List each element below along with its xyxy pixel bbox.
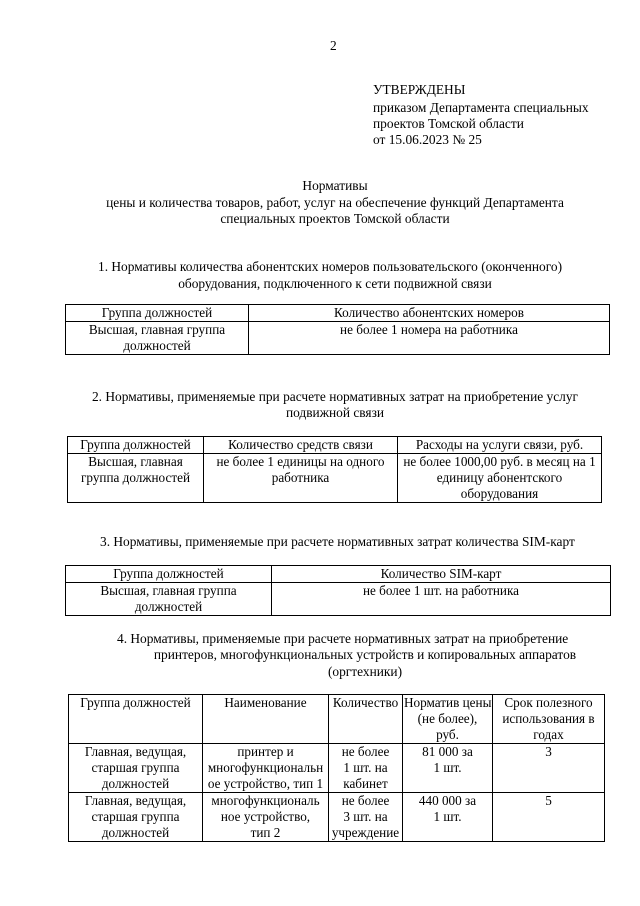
table-header-row <box>68 437 602 454</box>
table-row <box>66 322 610 355</box>
table-cell <box>329 793 403 842</box>
table-header-row <box>66 305 610 322</box>
table-row <box>66 583 611 616</box>
section-2-heading-line-1: 2. Нормативы, применяемые при расчете нормативных затрат на приобретение услуг <box>91 389 579 404</box>
cell-line: многофункциональ <box>211 793 320 808</box>
approval-block <box>373 82 589 148</box>
table-cell <box>398 454 602 503</box>
cell-line: не более 1000,00 руб. в месяц на 1 <box>403 454 596 469</box>
table-cell <box>203 793 329 842</box>
approval-line-3: от 15.06.2023 № 25 <box>373 132 482 147</box>
cell-line: (не более), <box>417 711 478 726</box>
cell-line: учреждение <box>331 825 400 840</box>
section-2-table <box>67 436 602 503</box>
section-4-heading-line-1: 4. Нормативы, применяемые при расчете нормативных затрат на приобретение <box>117 631 569 646</box>
section-2-heading-line-2: подвижной связи <box>285 405 385 420</box>
table-cell <box>204 454 398 503</box>
table-cell: не более 1 номера на работника <box>249 322 610 355</box>
section-4-table <box>68 694 605 842</box>
cell-line: Норматив цены <box>404 695 492 710</box>
title-line-2: цены и количества товаров, работ, услуг на обеспечение функций Департамента <box>106 195 564 210</box>
table-header-cell: Количество абонентских номеров <box>249 305 610 322</box>
cell-line: 440 000 за <box>418 793 477 808</box>
cell-line: должностей <box>134 599 203 614</box>
cell-line: тип 2 <box>250 825 281 840</box>
table-row <box>69 793 605 842</box>
cell-line: принтер и <box>237 744 294 759</box>
section-4-heading-line-2: принтеров, многофункциональных устройств и копировальных аппаратов <box>153 647 577 662</box>
table-cell <box>403 793 493 842</box>
title-line-3: специальных проектов Томской области <box>220 211 450 226</box>
section-1-heading-line-2: оборудования, подключенного к сети подвижной связи <box>178 276 492 291</box>
cell-line: старшая группа <box>91 809 180 824</box>
cell-line: группа должностей <box>80 470 191 485</box>
table-cell: не более 1 шт. на работника <box>272 583 611 616</box>
cell-line: 81 000 за <box>422 744 473 759</box>
table-header-cell: Расходы на услуги связи, руб. <box>398 437 602 454</box>
table-cell <box>68 454 204 503</box>
cell-line: Срок полезного <box>504 695 593 710</box>
page-number: 2 <box>330 38 337 53</box>
approval-line-1: приказом Департамента специальных <box>373 100 589 115</box>
table-cell <box>66 583 272 616</box>
cell-line: Высшая, главная группа <box>88 322 226 337</box>
cell-line: Высшая, главная группа <box>100 583 237 598</box>
approval-line-2: проектов Томской области <box>373 116 524 131</box>
cell-line: кабинет <box>343 776 388 791</box>
section-1-table <box>65 304 610 355</box>
cell-line: Главная, ведущая, <box>84 744 187 759</box>
cell-line: не более 1 единицы на одного <box>216 454 385 469</box>
cell-line: 1 шт. <box>433 760 462 775</box>
cell-line: 3 шт. на <box>343 809 388 824</box>
cell-line: руб. <box>436 727 459 742</box>
table-header-cell: Количество средств связи <box>204 437 398 454</box>
table-cell: 5 <box>493 793 605 842</box>
cell-line: Высшая, главная <box>88 454 183 469</box>
table-header-row <box>66 566 611 583</box>
table-row <box>69 744 605 793</box>
cell-line: оборудования <box>460 486 539 501</box>
cell-line: должностей <box>123 338 191 353</box>
table-cell <box>69 744 203 793</box>
cell-line: многофункциональн <box>207 760 324 775</box>
cell-line: годах <box>533 727 564 742</box>
cell-line: 1 шт. <box>433 809 462 824</box>
cell-line: единицу абонентского <box>436 470 563 485</box>
section-4-heading-line-3: (оргтехники) <box>327 664 403 679</box>
cell-line: использования в <box>502 711 595 726</box>
section-1-heading-line-1: 1. Нормативы количества абонентских номеров пользовательского (оконченного) <box>98 259 563 274</box>
table-row <box>68 454 602 503</box>
section-3-table <box>65 565 611 616</box>
table-header-row <box>69 695 605 744</box>
table-cell <box>403 744 493 793</box>
approval-title: УТВЕРЖДЕНЫ <box>373 82 466 97</box>
cell-line: Главная, ведущая, <box>84 793 187 808</box>
table-header-cell: Группа должностей <box>66 305 249 322</box>
table-header-cell: Группа должностей <box>69 695 203 744</box>
table-cell <box>203 744 329 793</box>
table-header-cell: Количество SIM-карт <box>272 566 611 583</box>
section-3-heading: 3. Нормативы, применяемые при расчете нормативных затрат количества SIM-карт <box>100 534 575 549</box>
table-cell <box>69 793 203 842</box>
table-cell <box>329 744 403 793</box>
cell-line: ное устройство, <box>220 809 311 824</box>
cell-line: 1 шт. на <box>343 760 388 775</box>
cell-line: не более <box>341 744 390 759</box>
section-2-heading <box>0 389 640 421</box>
cell-line: ое устройство, тип 1 <box>207 776 324 791</box>
table-header-cell: Группа должностей <box>68 437 204 454</box>
table-header-cell <box>403 695 493 744</box>
document-title <box>0 178 640 227</box>
table-header-cell: Наименование <box>203 695 329 744</box>
cell-line: работника <box>271 470 330 485</box>
table-header-cell: Количество <box>329 695 403 744</box>
cell-line: должностей <box>101 825 170 840</box>
table-cell: 3 <box>493 744 605 793</box>
table-header-cell: Группа должностей <box>66 566 272 583</box>
cell-line: не более <box>341 793 390 808</box>
title-line-1: Нормативы <box>302 178 368 193</box>
table-cell <box>66 322 249 355</box>
cell-line: старшая группа <box>91 760 180 775</box>
cell-line: должностей <box>101 776 170 791</box>
table-header-cell <box>493 695 605 744</box>
